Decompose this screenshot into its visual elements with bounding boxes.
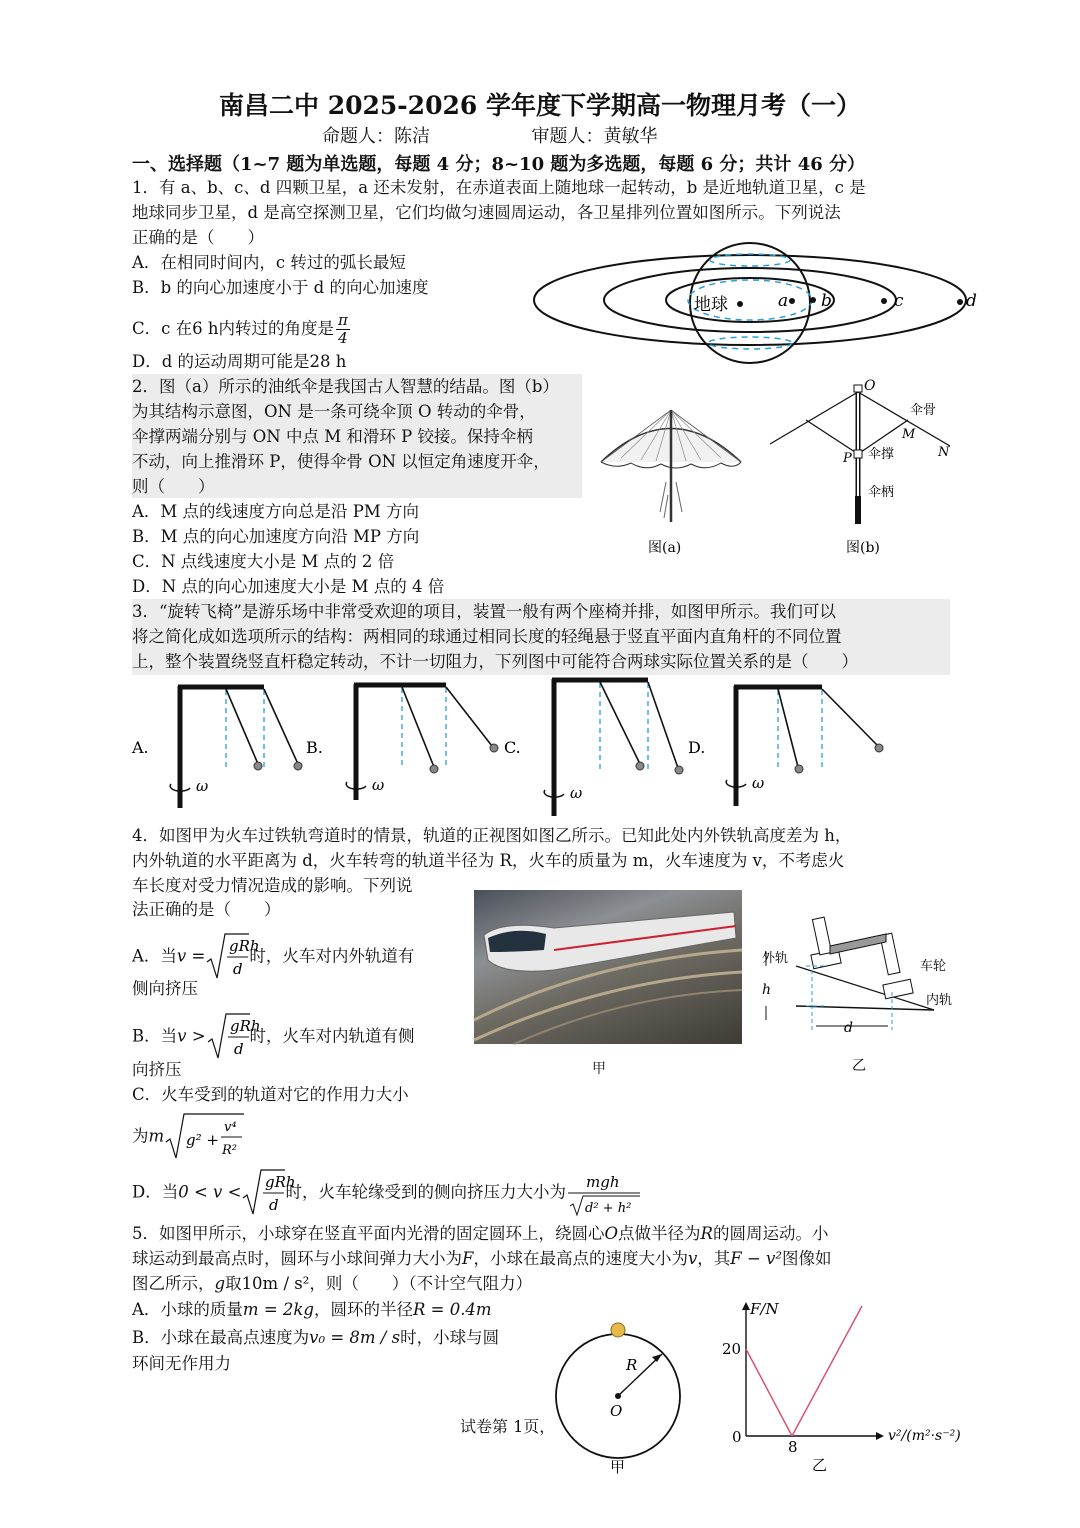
q4-d-den: d² + h² [584,1201,632,1216]
rope [226,689,258,764]
fig-jia-caption: 甲 [610,1458,626,1476]
q4-stem-line: 内外轨道的水平距离为 d，火车转弯的轨道半径为 R，火车的质量为 m，火车速度为 v，不考虑火 [132,851,845,870]
label-d: d [844,1020,853,1036]
fig-b-caption: 图(b) [846,540,880,556]
label-b: b [821,291,832,311]
q4-d-num: mgh [585,1173,620,1191]
q4-c-den: R² [222,1143,238,1158]
q2-stem-line: 不动，向上推滑环 P，使得伞骨 ON 以恒定角速度开伞， [132,452,550,471]
omega-label: ω [372,776,385,794]
q1-c-6h: 6 h [192,319,219,338]
inner-rail-block [883,979,913,999]
q3-label-d: D. [688,738,706,757]
q3-stem-line: 3．“旋转飞椅”是游乐场中非常受欢迎的项目，装置一般有两个座椅并排，如图甲所示。我们可以 [132,602,836,621]
label-h: h [762,982,772,998]
omega-label: ω [752,774,765,792]
q3-option-a-diagram [131,686,302,808]
q5-stem-line-3 [132,1272,532,1296]
q3-label-b: B. [306,738,323,757]
q2-stem-line: 为其结构示意图，ON 是一条可绕伞顶 O 转动的伞骨， [132,402,536,421]
satellite-b-dot [810,297,816,303]
label-inner-rail: 内轨 [926,993,953,1008]
q5-s3-mid: 取 [225,1274,242,1293]
rail-cross-section [756,906,966,1081]
rope [822,689,878,746]
rope [402,687,434,767]
ball [430,765,438,773]
sqrt-sign [205,932,260,982]
q4-c-pre: 为 [132,1126,149,1146]
label-O: O [610,1402,623,1420]
q4-a-v: v = [176,946,206,966]
q4-d-ineq: 0 < v < [178,1182,242,1202]
q1-option-b: B．b 的向心加速度小于 d 的向心加速度 [132,278,429,297]
q5-stem-line-2 [132,1247,831,1271]
label-handle: 伞柄 [868,485,895,500]
q5-s1-post: 的圆周运动。小 [712,1224,829,1243]
q1-d-text: D．d 的运动周期可能是 [132,352,310,371]
sqrt-sign [206,1012,261,1062]
q4-option-d [132,1168,642,1218]
q1-c-den: 4 [338,329,348,347]
label-P: P [843,451,852,466]
q4-option-b [132,1012,415,1062]
y-axis-label: F/N [750,1300,779,1318]
train-illustration [474,890,742,1044]
q4-a-post: 时，火车对内外轨道有 [249,946,415,966]
q1-stem-line: 正确的是（ ） [132,228,264,247]
satellite-d-dot [957,299,963,305]
q3-option-b-diagram [306,684,498,800]
ball [490,744,498,752]
q2-stem-line: 2．图（a）所示的油纸伞是我国古人智慧的结晶。图（b） [132,377,559,396]
q5-ring-figure [548,1316,698,1486]
q4-b-post: 时，火车对内轨道有侧 [249,1026,415,1046]
omega-label: ω [196,777,209,795]
fig-yi-caption: 乙 [812,1456,828,1474]
exam-title: 南昌二中 2025-2026 学年度下学期高一物理月考（一） [219,91,861,120]
q5-b-v: v₀ = 8m / s [309,1328,401,1347]
label-O: O [864,378,876,394]
ball [254,762,262,770]
ground-line [796,1006,934,1010]
q4-a-continued: 侧向挤压 [132,979,198,998]
ball [795,765,803,773]
q4-a-d: d [233,960,243,978]
q1-option-a: A．在相同时间内，c 转过的弧长最短 [132,253,406,272]
rope [264,689,298,764]
q5-s3-g: g [214,1274,226,1293]
earth-center-dot [737,301,743,307]
rope [778,689,798,767]
q5-s2-post: 图像如 [781,1249,832,1268]
q1-stem-line: 1．有 a、b、c、d 四颗卫星，a 还未发射，在赤道表面上随地球一起转动，b 是近地轨道卫星，c 是 [132,178,866,197]
q2-option-c: C．N 点线速度大小是 M 点的 2 倍 [132,552,395,571]
label-strut: 伞撑 [868,447,895,462]
q5-s2-mid: ，小球在最高点的速度大小为 [473,1249,688,1268]
q5-s2-pre: 球运动到最高点时，圆环与小球间弹力大小为 [132,1249,462,1268]
q4-b-gRh: gRh [229,1017,261,1035]
left-strut [806,420,858,454]
q5-s1-pre: 5．如图甲所示，小球穿在竖直平面内光滑的固定圆环上，绕圆心 [132,1224,605,1243]
q4-b-d: d [233,1040,244,1058]
q4-b-sqrt [206,1012,261,1062]
q4-c-m: m [148,1126,165,1146]
omega-label: ω [570,784,583,802]
label-rib: 伞骨 [910,403,937,418]
q3-options-figure [130,676,910,824]
fig-a-caption: 图(a) [648,540,682,556]
q1-c-num: π [338,311,348,329]
q4-d-sqrt [241,1168,297,1218]
train-photo [474,890,742,1044]
q5-a-pre: A．小球的质量 [132,1300,243,1319]
q5-b-post: 时，小球与圆 [400,1328,500,1347]
q5-stem-line-1 [132,1222,828,1246]
earth-label: 地球 [694,295,728,315]
graph-line-up [792,1306,862,1436]
authors [322,122,657,148]
label-d: d [966,291,977,311]
ball [675,766,683,774]
axle [830,934,886,954]
incline-line [796,966,934,1010]
rope [648,682,678,768]
wheel-left [812,917,831,955]
satellite-c-dot [881,298,887,304]
q5-s2-F: F [462,1249,474,1268]
x-axis-label: v²/(m²·s⁻²) [888,1428,961,1444]
q4-option-a [132,932,414,982]
label-outer-rail: 外轨 [762,951,789,966]
q1-c-pre: C．c 在 [132,319,193,338]
q4-option-c: C．火车受到的轨道对它的作用力大小 [132,1085,409,1104]
top-cap [854,385,862,392]
q4-stem-line: 法正确的是（ ） [132,900,281,919]
q4-b-continued: 向挤压 [132,1060,182,1079]
q1-d-value: 28 h [309,352,347,371]
q4-d-gRh: gRh [265,1173,297,1191]
setter-name: 命题人：陈洁 [322,126,430,147]
q5-b-pre: B．小球在最高点速度为 [132,1328,310,1347]
q3-option-c-diagram [504,679,683,816]
q2-stem-line: 则（ ） [132,477,215,496]
q5-option-a [132,1298,492,1322]
q5-s3-val: 10m / s² [241,1274,310,1293]
q5-s1-mid: 点做半径为 [618,1224,701,1243]
q3-option-d-diagram [688,686,883,806]
q4-d-pre: D．当 [132,1182,179,1202]
q4-c-num: v⁴ [224,1120,237,1135]
q1-stem-line: 地球同步卫星，d 是高空探测卫星，它们均做匀速圆周运动，各卫星排列位置如图所示。下列说法 [132,203,841,222]
handle-grip [855,496,861,524]
ball [294,762,302,770]
tick-8: 8 [788,1438,798,1456]
q5-s2-mid2: ，其 [697,1249,731,1268]
q5-b-continued: 环间无作用力 [132,1354,231,1373]
page-footer: 试卷第 1页， [460,1417,556,1436]
q5-F-v2-graph [712,1296,992,1478]
ball [875,744,883,752]
q4-c-formula [132,1112,244,1162]
q5-s3-pre: 图乙所示， [132,1274,215,1293]
q3-label-c: C. [504,738,521,757]
label-R: R [626,1356,638,1374]
q5-a-m: m = 2kg [242,1300,314,1319]
q2-option-a: A．M 点的线速度方向总是沿 PM 方向 [132,502,420,521]
label-wheel: 车轮 [920,959,947,974]
q5-s2-v: v [687,1249,698,1268]
photo-caption-jia: 甲 [592,1061,606,1077]
q4-stem-line: 4．如图甲为火车过铁轨弯道时的情景，轨道的正视图如图乙所示。已知此处内外铁轨高度差为 h， [132,826,852,845]
q4-b-pre: B．当 [132,1026,178,1046]
q5-s3-post: ，则（ ）（不计空气阻力） [309,1274,533,1293]
q4-d-d: d [269,1196,280,1214]
q4-a-gRh: gRh [229,937,260,955]
rope [446,687,492,746]
q4-d-post: 时，火车轮缘受到的侧向挤压力大小为 [285,1182,566,1202]
q1-option-d [132,350,346,374]
q2-stem-line: 伞撑两端分别与 ON 中点 M 和滑环 P 铰接。保持伞柄 [132,427,533,446]
ball-on-ring [611,1323,625,1337]
radius-arrowhead [652,1354,662,1362]
rope [600,682,640,764]
q1-c-fraction [336,312,350,347]
label-N: N [938,445,950,460]
q4-stem-line: 车长度对受力情况造成的影响。下列说 [132,876,413,895]
q4-d-fraction [566,1168,642,1218]
y-axis-arrow [742,1302,750,1310]
reviewer-name: 审题人：黄敏华 [531,126,658,147]
x-axis-arrow [876,1432,884,1440]
umbrella-figure-b [760,376,960,561]
q4-c-sqrt [164,1112,244,1162]
label-c: c [894,291,904,311]
latitude-line [708,337,792,349]
q4-b-v: v > [177,1026,206,1046]
q5-s1-R: R [700,1224,713,1243]
q3-stem-line: 将之简化成如选项所示的结构：两相同的球通过相同长度的轻绳悬于竖直平面内直角杆的不同位置 [132,627,842,646]
tick-0: 0 [732,1428,742,1446]
satellite-a-dot [789,298,795,304]
q5-s2-Fv2: F − v² [730,1249,782,1268]
q5-option-b [132,1326,499,1350]
section-heading: 一、选择题（1~7 题为单选题，每题 4 分；8~10 题为多选题，每题 6 分；共计 46 分） [132,154,866,175]
q5-a-mid: ，圆环的半径 [313,1300,413,1319]
q1-c-mid: 内转过的角度是 [218,319,334,338]
q5-s1-O: O [604,1224,619,1243]
q4-a-sqrt [205,932,260,982]
left-rib [770,392,858,444]
q2-option-b: B．M 点的向心加速度方向沿 MP 方向 [132,527,420,546]
slider-ring [854,450,862,458]
q1-option-c [132,312,352,347]
graph-line-down [746,1349,792,1436]
q4-a-pre: A．当 [132,946,177,966]
label-a: a [778,291,789,311]
q1-orbit-figure [530,250,990,370]
q2-option-d: D．N 点的向心加速度大小是 M 点的 4 倍 [132,577,445,596]
diagram-caption-yi: 乙 [852,1058,866,1074]
q3-stem-line: 上，整个装置绕竖直杆稳定转动，不计一切阻力，下列图中可能符合两球实际位置关系的是（ ） [132,652,858,671]
q5-a-R: R = 0.4m [412,1300,492,1319]
q3-label-a: A. [132,738,149,757]
umbrella-figure-a [596,400,746,560]
label-M: M [902,427,916,442]
ball [636,762,644,770]
q4-c-g2: g² + [186,1131,220,1149]
tick-20: 20 [722,1340,742,1358]
